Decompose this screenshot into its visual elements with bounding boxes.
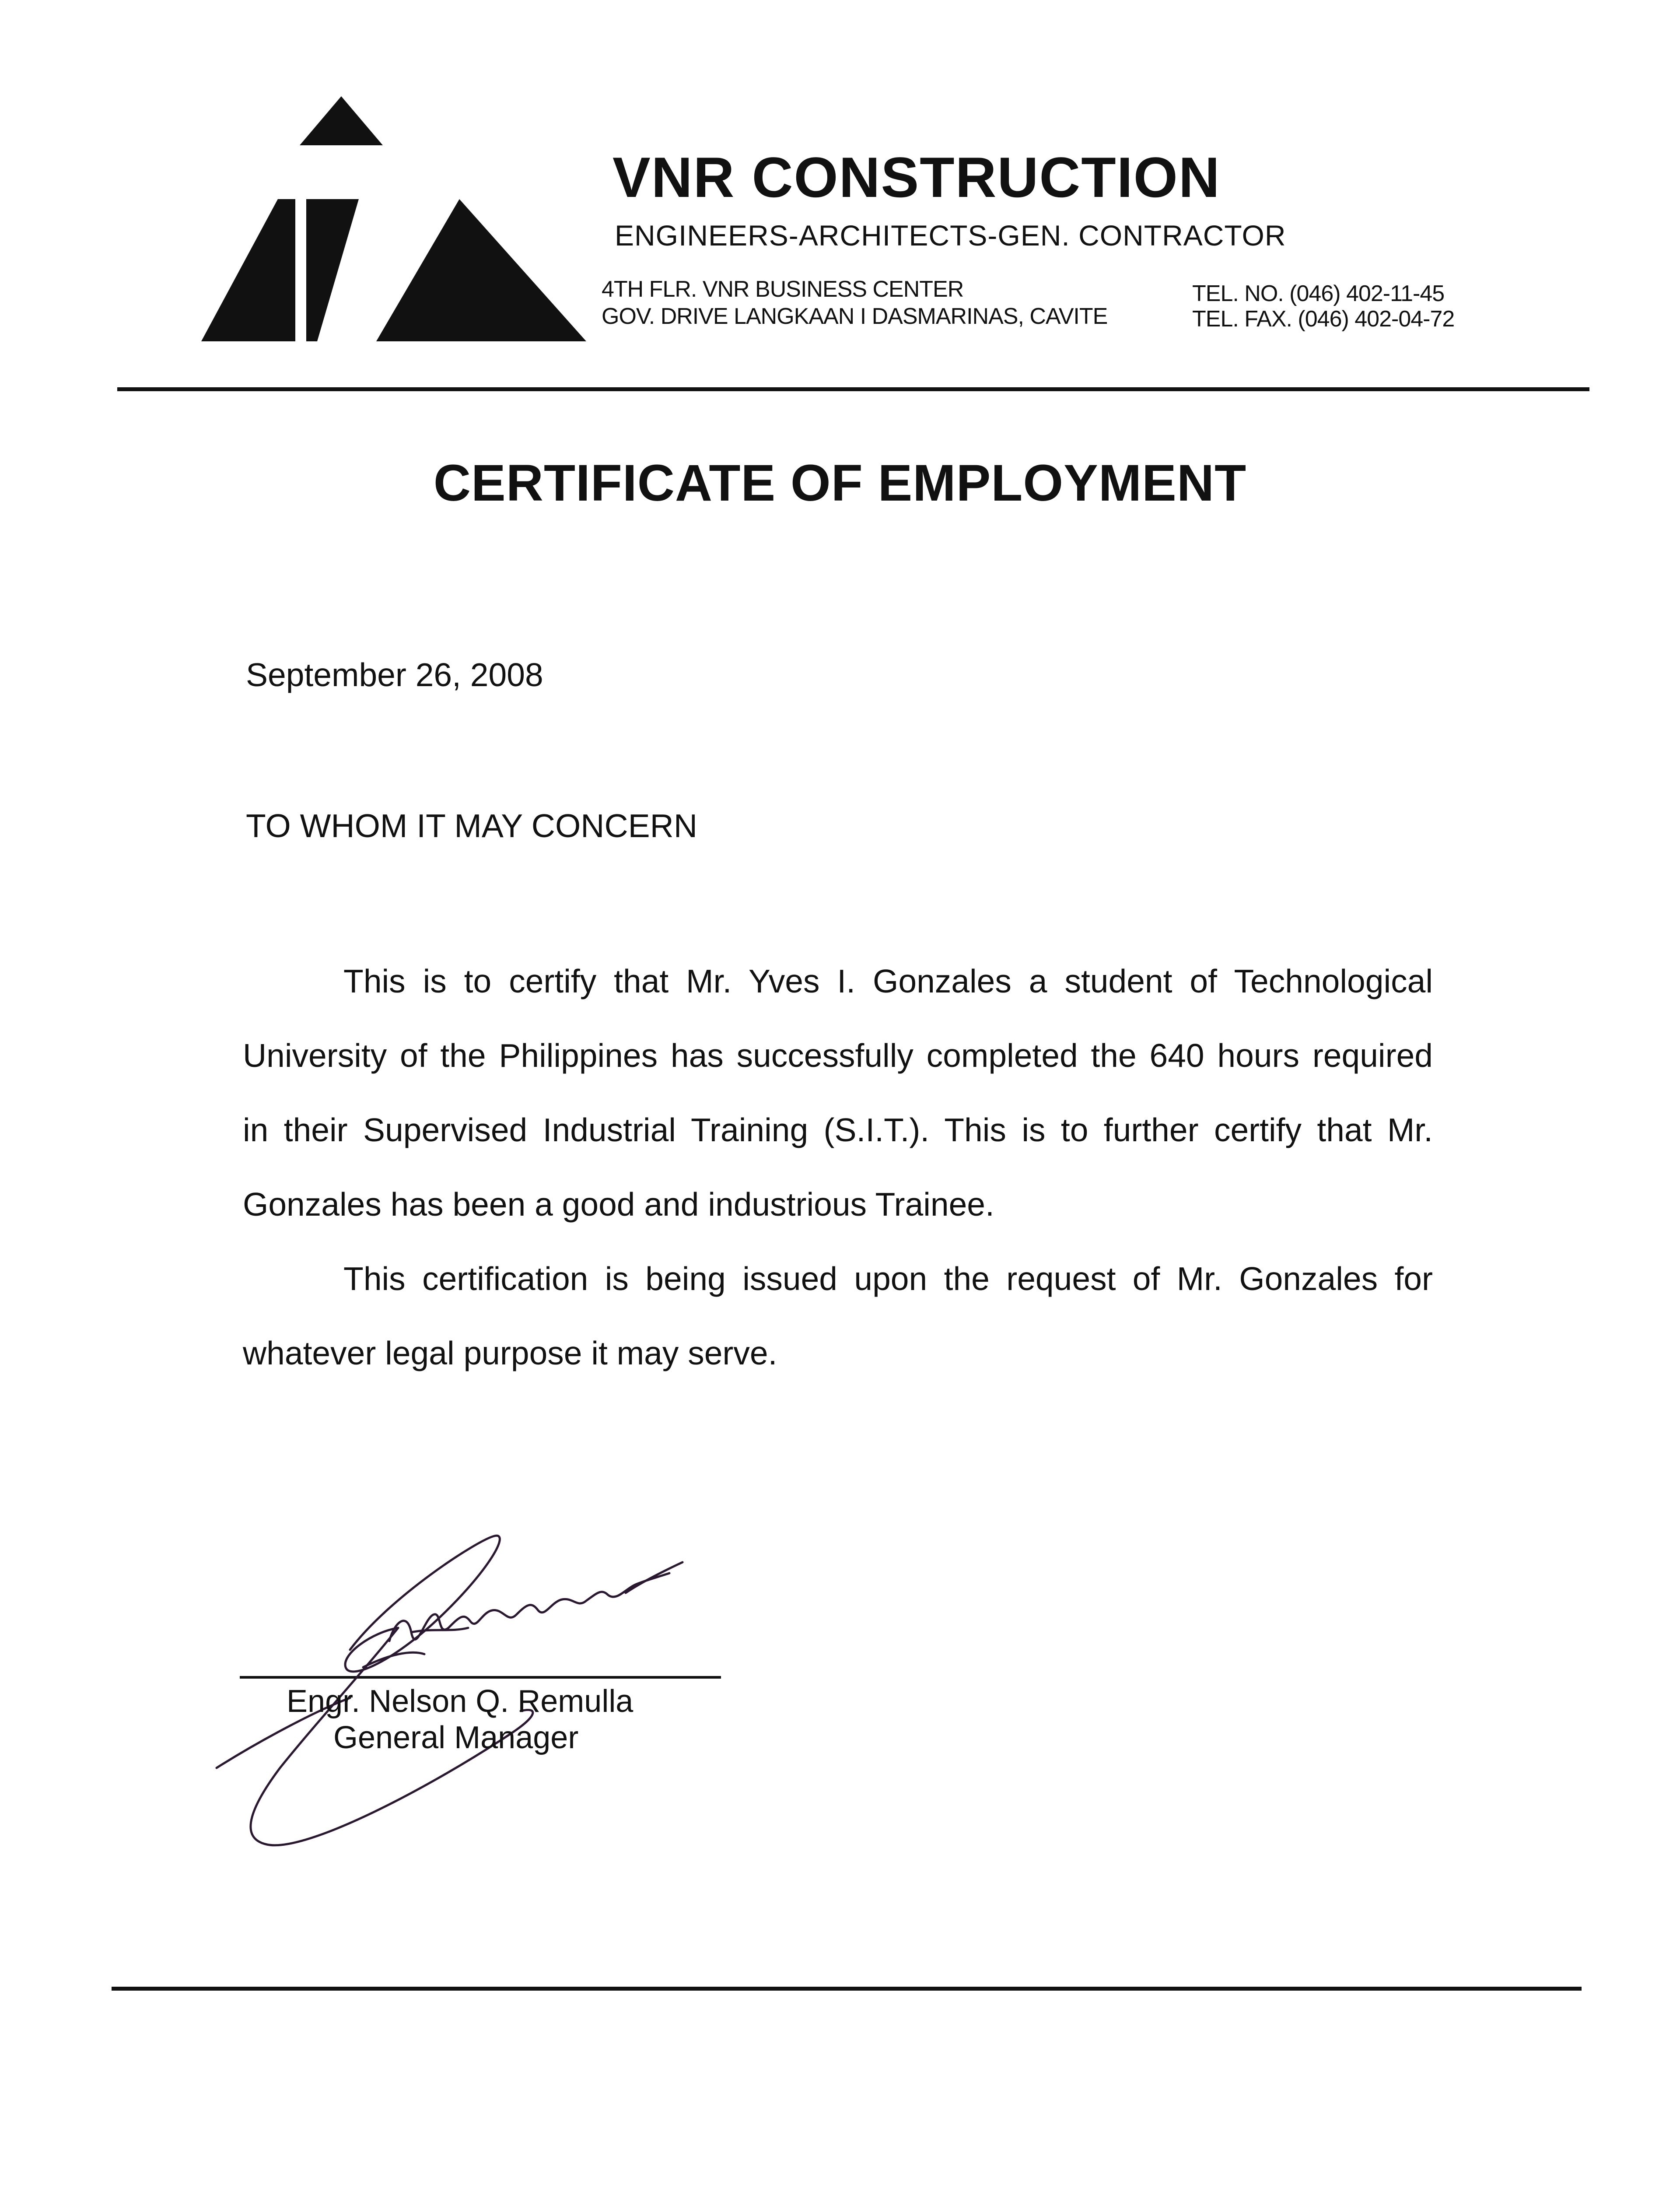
address-line-1: 4TH FLR. VNR BUSINESS CENTER: [602, 277, 964, 302]
paragraph-line: whatever legal purpose it may serve.: [243, 1335, 777, 1371]
triangle-seven-logo-icon: [201, 96, 586, 354]
paragraph-line: Gonzales has been a good and industrious Trainee.: [243, 1186, 994, 1223]
fax-number: TEL. FAX. (046) 402-04-72: [1192, 306, 1455, 332]
salutation: TO WHOM IT MAY CONCERN: [246, 807, 697, 844]
header-divider: [117, 387, 1589, 391]
paragraph-line: This is to certify that Mr. Yves I. Gonzales a student of Technological: [343, 963, 1433, 999]
letter-date: September 26, 2008: [246, 656, 543, 693]
company-tagline: ENGINEERS-ARCHITECTS-GEN. CONTRACTOR: [615, 219, 1286, 252]
company-name: VNR CONSTRUCTION: [612, 145, 1221, 209]
document-title: CERTIFICATE OF EMPLOYMENT: [433, 454, 1247, 512]
footer-divider: [112, 1987, 1582, 1991]
paragraph-line: This certification is being issued upon the request of Mr. Gonzales for: [343, 1260, 1433, 1297]
telephone-number: TEL. NO. (046) 402-11-45: [1192, 281, 1445, 306]
paragraph-line: in their Supervised Industrial Training (S.I.T.). This is to further certify that Mr.: [243, 1112, 1433, 1148]
address-line-2: GOV. DRIVE LANGKAAN I DASMARINAS, CAVITE: [602, 304, 1108, 329]
signer-name: Engr. Nelson Q. Remulla: [287, 1684, 634, 1719]
signer-title: General Manager: [333, 1720, 579, 1755]
paragraph-line: University of the Philippines has successfully completed the 640 hours required: [243, 1037, 1433, 1074]
